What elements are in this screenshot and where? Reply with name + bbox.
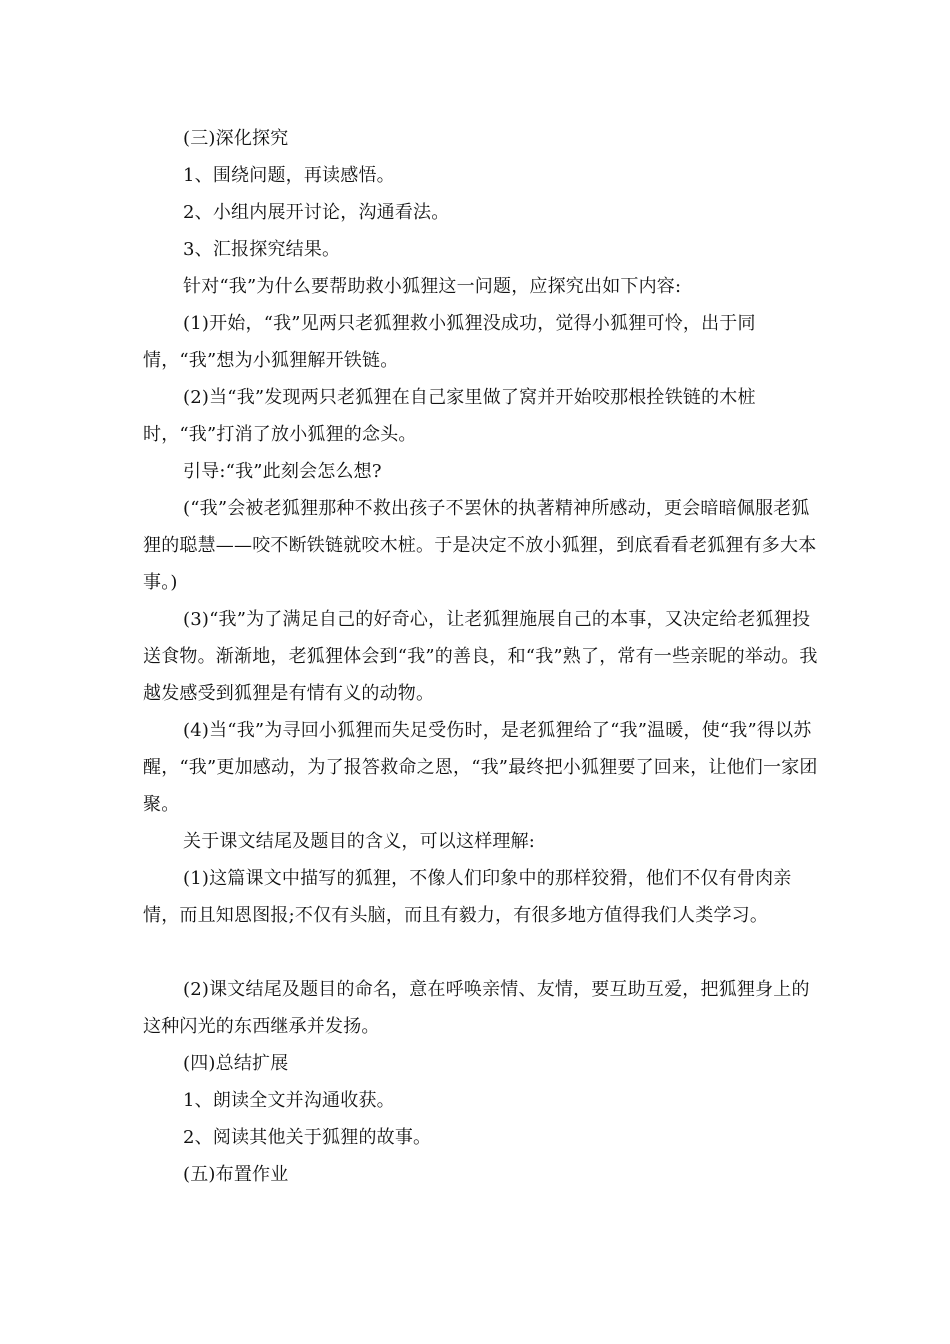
paragraph: 针对“我”为什么要帮助救小狐狸这一问题，应探究出如下内容: — [183, 276, 682, 297]
paragraph: (2)当“我”发现两只老狐狸在自己家里做了窝并开始咬那根拴铁链的木桩时，“我”打消了放小狐狸的念头。 — [143, 387, 756, 445]
paragraph: 2、小组内展开讨论，沟通看法。 — [183, 202, 450, 223]
paragraph: (3)“我”为了满足自己的好奇心，让老狐狸施展自己的本事，又决定给老狐狸投送食物。渐渐地，老狐狸体会到“我”的善良，和“我”熟了，常有一些亲昵的举动。我越发感受到狐狸是有情有义的动物。 — [143, 609, 818, 704]
paragraph: (4)当“我”为寻回小狐狸而失足受伤时，是老狐狸给了“我”温暖，使“我”得以苏醒，“我”更加感动，为了报答救命之恩，“我”最终把小狐狸要了回来，让他们一家团聚。 — [143, 720, 818, 815]
paragraph: (1)开始，“我”见两只老狐狸救小狐狸没成功，觉得小狐狸可怜，出于同情，“我”想为小狐狸解开铁链。 — [143, 313, 756, 371]
paragraph: (1)这篇课文中描写的狐狸，不像人们印象中的那样狡猾，他们不仅有骨肉亲情，而且知恩图报;不仅有头脑，而且有毅力，有很多地方值得我们人类学习。 — [143, 868, 792, 926]
paragraph: 2、阅读其他关于狐狸的故事。 — [183, 1127, 432, 1148]
section-heading-5: (五)布置作业 — [183, 1164, 289, 1185]
paragraph: 1、朗读全文并沟通收获。 — [183, 1090, 395, 1111]
paragraph: (“我”会被老狐狸那种不救出孩子不罢休的执著精神所感动，更会暗暗佩服老狐狸的聪慧——咬不断铁链就咬木桩。于是决定不放小狐狸，到底看看老狐狸有多大本事。) — [143, 498, 817, 593]
paragraph: 1、围绕问题，再读感悟。 — [183, 165, 395, 186]
paragraph: 引导:“我”此刻会怎么想? — [183, 461, 382, 482]
paragraph: (2)课文结尾及题目的命名，意在呼唤亲情、友情，要互助互爱，把狐狸身上的这种闪光的东西继承并发扬。 — [143, 979, 810, 1037]
section-heading-3: (三)深化探究 — [183, 128, 289, 149]
section-heading-4: (四)总结扩展 — [183, 1053, 289, 1074]
paragraph: 关于课文结尾及题目的含义，可以这样理解: — [183, 831, 536, 852]
paragraph: 3、汇报探究结果。 — [183, 239, 341, 260]
